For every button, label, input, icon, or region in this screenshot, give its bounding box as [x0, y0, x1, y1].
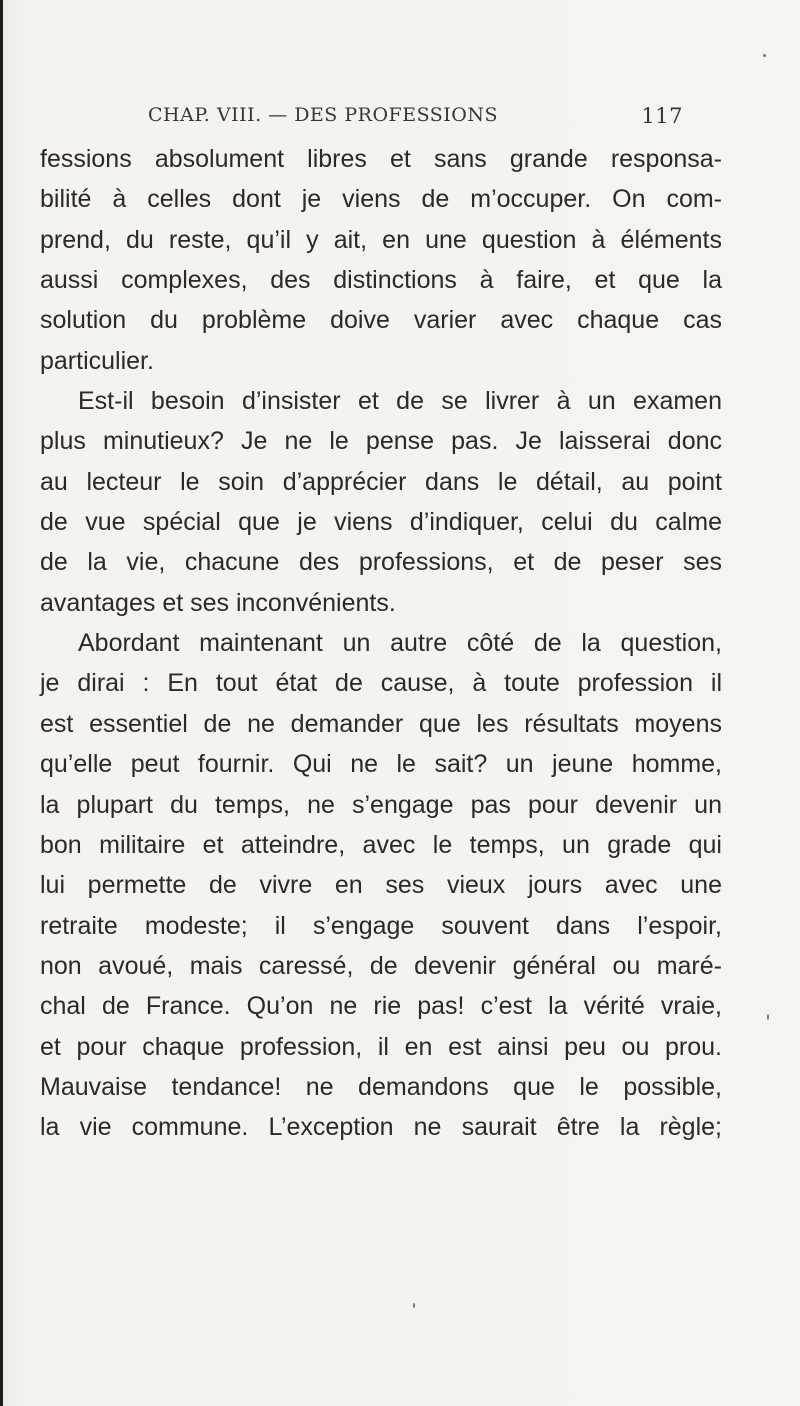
text-line: avantages et ses inconvénients. [40, 588, 396, 617]
text-line: bon militaire et atteindre, avec le temps, un grade qui [40, 830, 722, 859]
text-line: retraite modeste; il s’engage souvent dans l’espoir, [40, 911, 722, 940]
paper-speck [767, 1014, 769, 1020]
text-line: non avoué, mais caressé, de devenir général ou maré- [40, 951, 722, 980]
text-line: Mauvaise tendance! ne demandons que le possible, [40, 1072, 722, 1101]
text-line: plus minutieux? Je ne le pense pas. Je laisserai donc [40, 427, 722, 456]
text-line: la vie commune. L’exception ne saurait être la règle; [40, 1113, 722, 1142]
text-line: chal de France. Qu’on ne rie pas! c’est la vérité vraie, [40, 992, 722, 1021]
text-line: fessions absolument libres et sans grande responsa- [40, 145, 722, 173]
text-line: lui permette de vivre en ses vieux jours avec une [40, 871, 722, 900]
binding-edge [0, 0, 3, 1406]
page-header [148, 104, 683, 134]
text-line: aussi complexes, des distinctions à faire, et que la [40, 266, 722, 295]
text-line: la plupart du temps, ne s’engage pas pour devenir un [40, 790, 722, 819]
paper-speck [413, 1303, 415, 1308]
text-line: de la vie, chacune des professions, et de peser ses [40, 548, 722, 577]
text-line: au lecteur le soin d’apprécier dans le détail, au point [40, 467, 722, 496]
text-line: qu’elle peut fournir. Qui ne le sait? un jeune homme, [40, 750, 722, 779]
body-text [40, 139, 722, 1148]
page-number: 117 [641, 104, 683, 128]
paragraph-start-line: Abordant maintenant un autre côté de la question, [78, 629, 722, 658]
text-line: de vue spécial que je viens d’indiquer, celui du calme [40, 508, 722, 537]
text-line: est essentiel de ne demander que les résultats moyens [40, 709, 722, 738]
text-line: et pour chaque profession, il en est ainsi peu ou prou. [40, 1032, 722, 1061]
text-line: particulier. [40, 346, 154, 375]
running-head: CHAP. VIII. — DES PROFESSIONS [148, 104, 498, 126]
paragraph-start-line: Est-il besoin d’insister et de se livrer à un examen [78, 387, 722, 416]
text-line: solution du problème doive varier avec chaque cas [40, 306, 722, 335]
text-line: prend, du reste, qu’il y ait, en une question à éléments [40, 225, 722, 254]
text-line: bilité à celles dont je viens de m’occuper. On com- [40, 185, 722, 214]
text-line: je dirai : En tout état de cause, à toute profession il [40, 669, 722, 698]
paper-speck [763, 54, 766, 57]
